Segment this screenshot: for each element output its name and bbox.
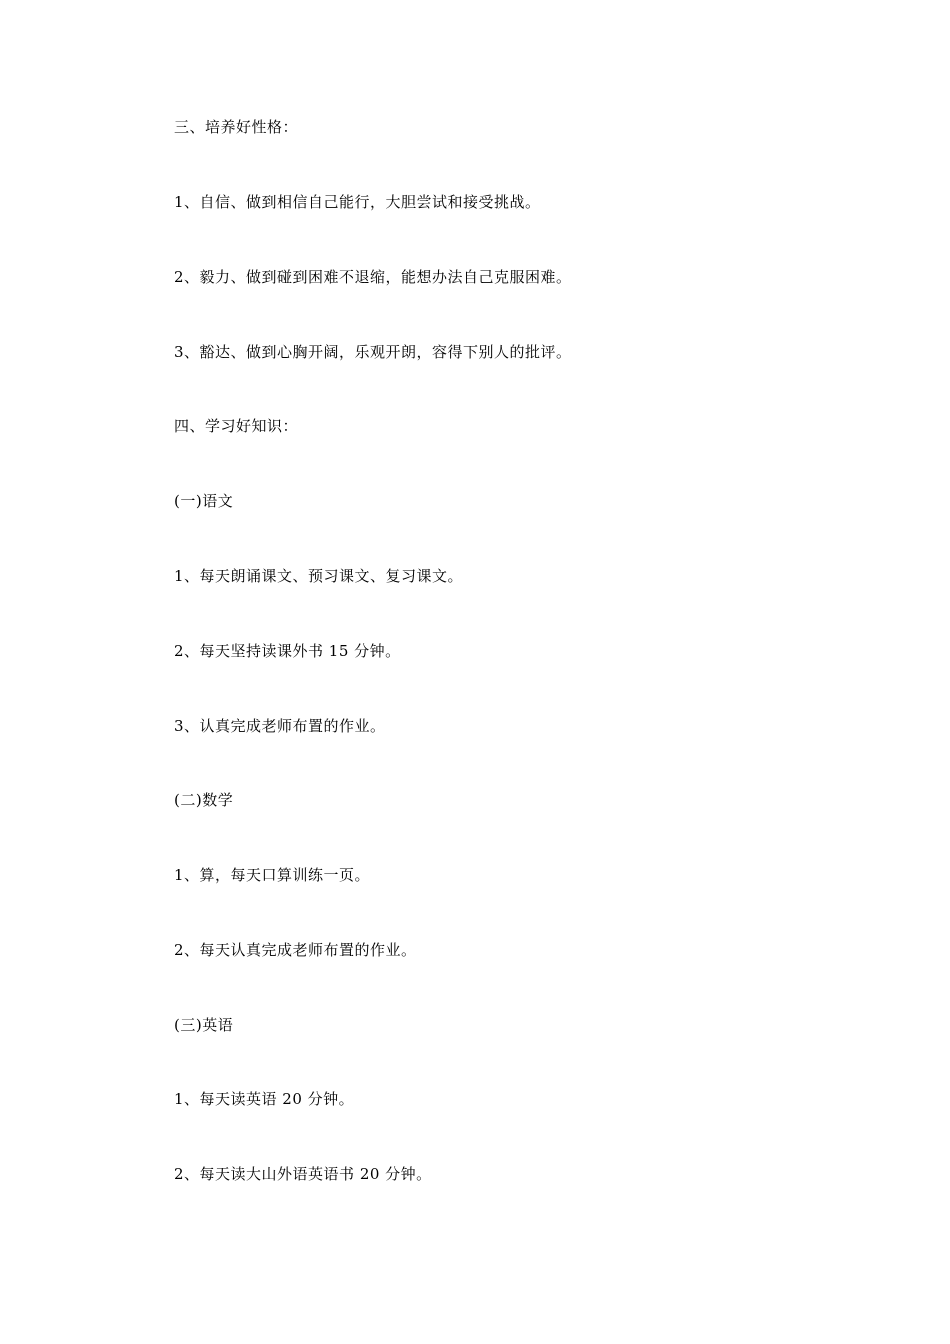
list-item: 2、每天认真完成老师布置的作业。 — [174, 941, 417, 959]
subsection-heading-math: (二)数学 — [174, 791, 234, 809]
list-item: 1、每天读英语 20 分钟。 — [174, 1090, 355, 1108]
list-item: 3、认真完成老师布置的作业。 — [174, 717, 386, 735]
list-item: 3、豁达、做到心胸开阔，乐观开朗，容得下别人的批评。 — [174, 343, 572, 361]
list-item: 2、毅力、做到碰到困难不退缩，能想办法自己克服困难。 — [174, 268, 572, 286]
list-item: 2、每天读大山外语英语书 20 分钟。 — [174, 1165, 432, 1183]
subsection-heading-chinese: (一)语文 — [174, 492, 234, 510]
subsection-heading-english: (三)英语 — [174, 1016, 234, 1034]
list-item: 1、自信、做到相信自己能行，大胆尝试和接受挑战。 — [174, 193, 541, 211]
section-heading-knowledge: 四、学习好知识： — [174, 417, 299, 435]
list-item: 1、算，每天口算训练一页。 — [174, 866, 371, 884]
list-item: 1、每天朗诵课文、预习课文、复习课文。 — [174, 567, 464, 585]
section-heading-personality: 三、培养好性格： — [174, 118, 299, 136]
list-item: 2、每天坚持读课外书 15 分钟。 — [174, 642, 401, 660]
